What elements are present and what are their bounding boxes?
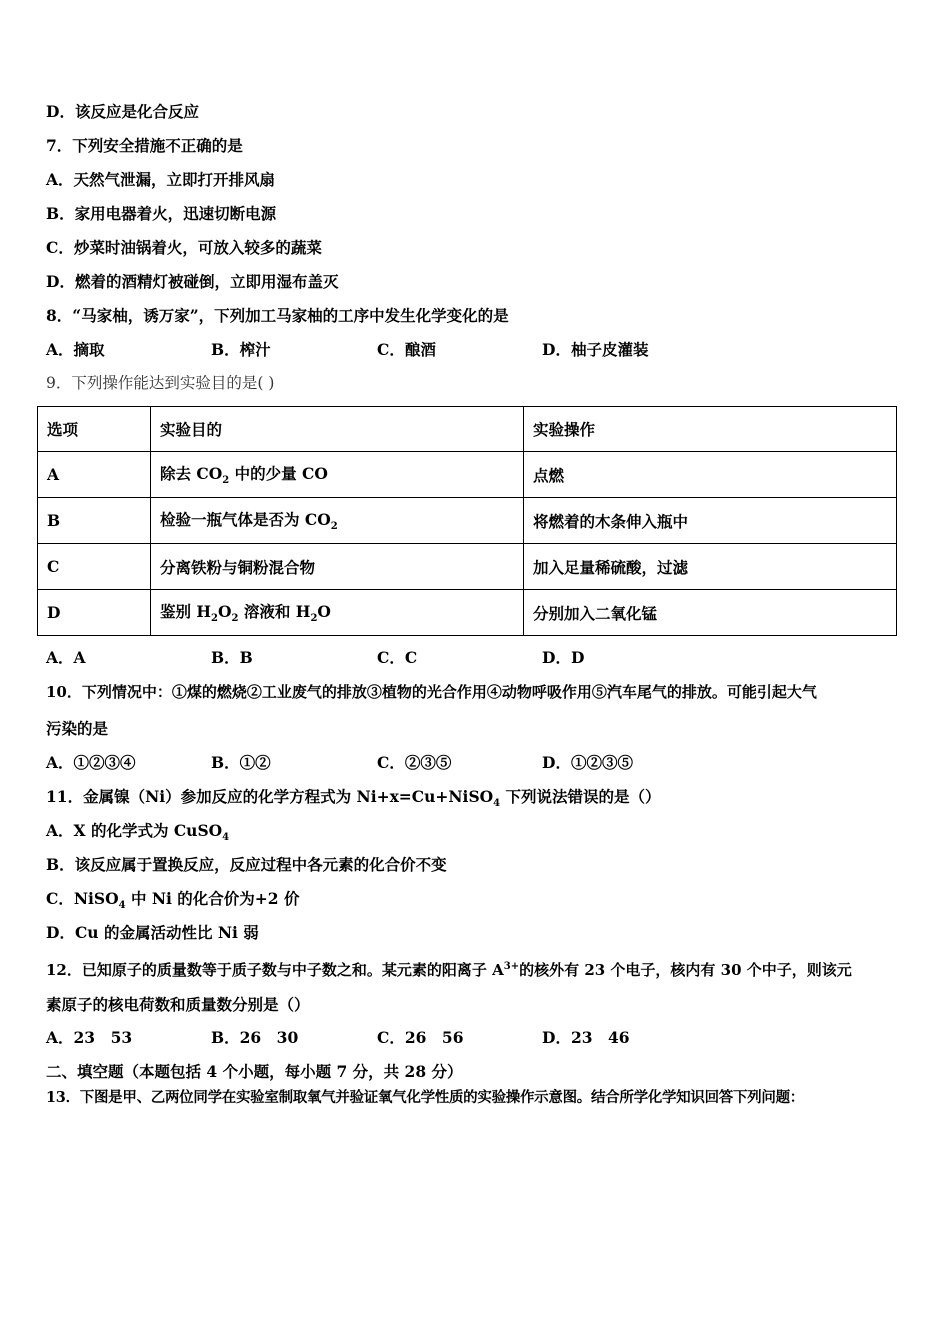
q7-stem: 7．下列安全措施不正确的是 [46,136,243,155]
q8-option-d: D．柚子皮灌装 [542,340,649,359]
row-operation: 分别加入二氧化锰 [524,590,897,636]
q7-option-c: C．炒菜时油锅着火，可放入较多的蔬菜 [46,238,322,257]
q7-option-b: B．家用电器着火，迅速切断电源 [46,204,277,223]
q13-stem: 13．下图是甲、乙两位同学在实验室制取氧气并验证氧气化学性质的实验操作示意图。结合所学化学知识回答下列问题： [46,1089,804,1106]
q7-option-a: A．天然气泄漏，立即打开排风扇 [46,170,276,189]
q12-option-b: B．26 30 [211,1028,299,1047]
q10-option-c: C．②③⑤ [377,753,452,772]
q9-option-b: B．B [211,648,253,667]
row-goal: 分离铁粉与铜粉混合物 [151,544,524,590]
q11-option-b: B．该反应属于置换反应，反应过程中各元素的化合价不变 [46,855,447,874]
q11-option-c: C．NiSO$_4$ 中 Ni 的化合价为+2 价 [46,889,300,912]
q12-option-d: D．23 46 [542,1028,630,1047]
q10-stem-line2: 污染的是 [46,719,109,738]
q10-stem-line1: 10．下列情况中：①煤的燃烧②工业废气的排放③植物的光合作用④动物呼吸作用⑤汽车尾气的排放。可能引起大气 [46,683,817,701]
table-row [38,498,897,544]
row-option: B [38,498,151,544]
table-row [38,590,897,636]
header-operation: 实验操作 [524,407,897,452]
table-row [38,452,897,498]
table-header-row [38,407,897,452]
q9-table [37,406,897,636]
q12-stem-line1: 12．已知原子的质量数等于质子数与中子数之和。某元素的阳离子 $A^{3+}$的核外有 23 个电子，核内有 30 个中子，则该元 [46,961,852,979]
q8-stem: 8．“马家柚，诱万家”，下列加工马家柚的工序中发生化学变化的是 [46,306,509,325]
row-goal: 鉴别 $H_2O_2$ 溶液和 $H_2O$ [151,590,524,636]
table-row [38,544,897,590]
q10-option-d: D．①②③⑤ [542,753,633,772]
q8-option-b: B．榨汁 [211,340,271,359]
q6-option-d: D．该反应是化合反应 [46,102,199,121]
q12-option-a: A．23 53 [46,1028,133,1047]
q8-option-a: A．摘取 [46,340,105,359]
header-goal: 实验目的 [151,407,524,452]
q12-option-c: C．26 56 [377,1028,464,1047]
section-title: 二、填空题（本题包括 4 个小题，每小题 7 分，共 28 分） [46,1062,463,1081]
row-option: C [38,544,151,590]
row-option: A [38,452,151,498]
q8-option-c: C．酿酒 [377,340,436,359]
row-operation: 点燃 [524,452,897,498]
row-operation: 将燃着的木条伸入瓶中 [524,498,897,544]
row-goal: 检验一瓶气体是否为 $CO_2$ [151,498,524,544]
row-option: D [38,590,151,636]
q9-option-c: C．C [377,648,418,667]
q11-option-d: D．Cu 的金属活动性比 Ni 弱 [46,923,259,942]
header-option: 选项 [38,407,151,452]
q12-stem-line2: 素原子的核电荷数和质量数分别是（） [46,995,310,1014]
q9-option-d: D．D [542,648,585,667]
q7-option-d: D．燃着的酒精灯被碰倒，立即用湿布盖灭 [46,272,339,291]
q9-option-a: A．A [46,648,86,667]
q11-stem: 11．金属镍（Ni）参加反应的化学方程式为 Ni+x=Cu+NiSO$_4$ 下列说法错误的是（） [46,787,661,810]
q9-stem: 9．下列操作能达到实验目的是( ) [46,374,275,392]
q10-option-a: A．①②③④ [46,753,136,772]
row-goal: 除去 $CO_2$ 中的少量 CO [151,452,524,498]
q11-option-a: A．X 的化学式为 CuSO$_4$ [46,821,230,844]
row-operation: 加入足量稀硫酸，过滤 [524,544,897,590]
q10-option-b: B．①② [211,753,271,772]
